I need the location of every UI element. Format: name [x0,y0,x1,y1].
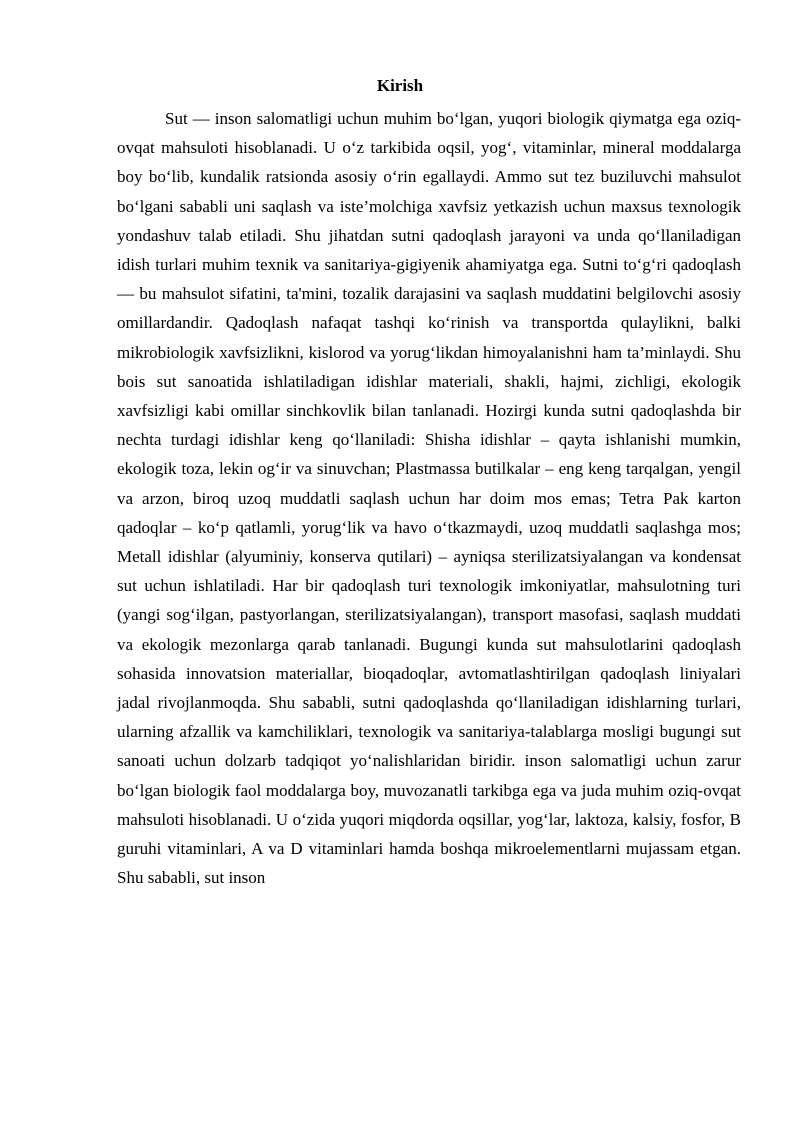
section-title: Kirish [376,76,424,95]
body-paragraph: Sut — inson salomatligi uchun muhim bo‘lgan, yuqori biologik qiymatga ega oziq-ovqat mahsuloti hisoblanadi. U o‘z tarkibida oqsil, yog‘, vitaminlar, mineral moddalarga boy bo‘lib, kundalik ratsionda asosiy o‘rin egallaydi. Ammo sut tez buziluvchi mahsulot bo‘lgani sababli uni saqlash va iste’molchiga xavfsiz yetkazish uchun maxsus texnologik yondashuv talab etiladi. Shu jihatdan sutni qadoqlash jarayoni va unda qo‘llaniladigan idish turlari muhim texnik va sanitariya-gigiyenik ahamiyatga ega. Sutni to‘g‘ri qadoqlash — bu mahsulot sifatini, ta'mini, tozalik darajasini va saqlash muddatini belgilovchi asosiy omillardandir. Qadoqlash nafaqat tashqi ko‘rinish va transportda qulaylikni, balki mikrobiologik xavfsizlikni, kislorod va yorug‘likdan himoyalanishni ham ta’minlaydi. Shu bois sut sanoatida ishlatiladigan idishlar materiali, shakli, hajmi, zichligi, ekologik xavfsizligi kabi omillar sinchkovlik bilan tanlanadi. Hozirgi kunda sutni qadoqlashda bir nechta turdagi idishlar keng qo‘llaniladi: Shisha idishlar – qayta ishlanishi mumkin, ekologik toza, lekin og‘ir va sinuvchan; Plastmassa butilkalar – eng keng tarqalgan, yengil va arzon, biroq uzoq muddatli saqlash uchun har doim mos emas; Tetra Pak karton qadoqlar – ko‘p qatlamli, yorug‘lik va havo o‘tkazmaydi, uzoq muddatli saqlashga mos; Metall idishlar (alyuminiy, konserva qutilari) – ayniqsa sterilizatsiyalangan va kondensat sut uchun ishlatiladi. Har bir qadoqlash turi texnologik imkoniyatlar, mahsulotning turi (yangi sog‘ilgan, pastyorlangan, sterilizatsiyalangan), transport masofasi, saqlash muddati va ekologik mezonlarga qarab tanlanadi. Bugungi kunda sut mahsulotlarini qadoqlash sohasida innovatsion materiallar, bioqadoqlar, avtomatlashtirilgan qadoqlash liniyalari jadal rivojlanmoqda. Shu sababli, sutni qadoqlashda qo‘llaniladigan idishlarning turlari, ularning afzallik va kamchiliklari, texnologik va sanitariya-talablarga mosligi bugungi sut sanoati uchun dolzarb tadqiqot yo‘nalishlaridan biridir. inson salomatligi uchun zarur bo‘lgan biologik faol moddalarga boy, muvozanatli tarkibga ega va juda muhim oziq-ovqat mahsuloti hisoblanadi. U o‘zida yuqori miqdorda oqsillar, yog‘lar, laktoza, kalsiy, fosfor, B guruhi vitaminlari, A va D vitaminlari hamda boshqa mikroelementlarni mujassam etgan. Shu sababli, sut inson [117,109,741,888]
